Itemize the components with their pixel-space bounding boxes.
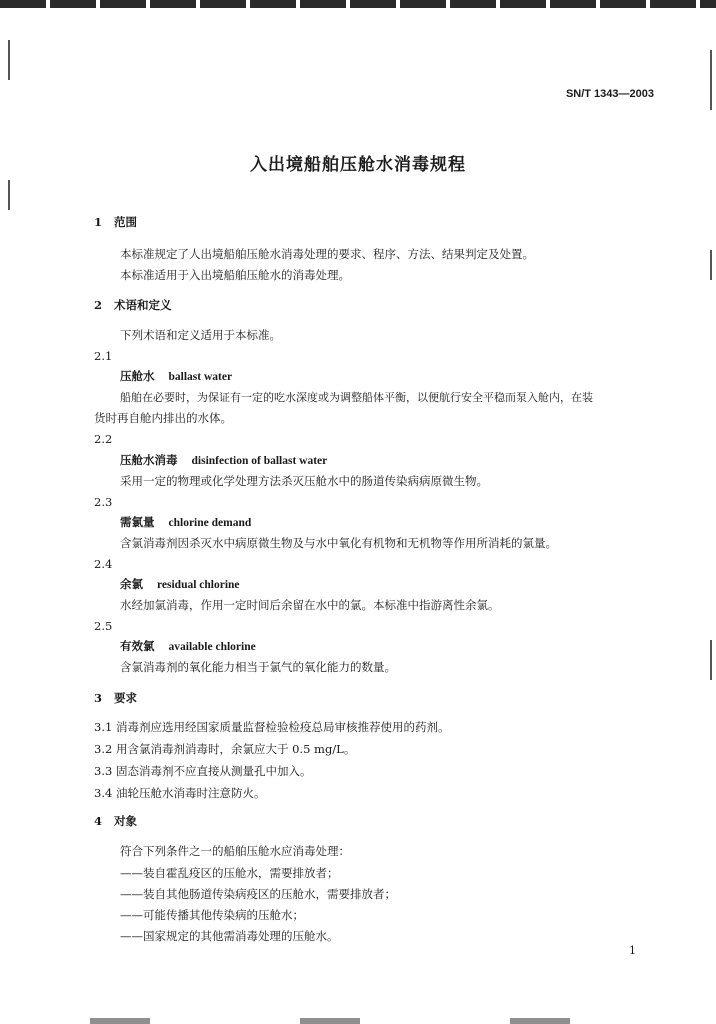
term-en: disinfection of ballast water: [191, 455, 328, 467]
scan-edge-right: [710, 250, 712, 280]
term-zh: 压舱水消毒: [120, 453, 178, 467]
scan-edge-left: [8, 40, 10, 80]
paragraph: 下列术语和定义适用于本标准。: [120, 328, 281, 342]
list-item: ——可能传播其他传染病的压舱水；: [120, 908, 304, 922]
scan-edge-right: [710, 640, 712, 680]
requirement-item: 3.1 消毒剂应选用经国家质量监督检验检疫总局审核推荐使用的药剂。: [94, 720, 450, 734]
definition: 含氯消毒剂因杀灭水中病原微生物及与水中氧化有机物和无机物等作用所消耗的氯量。: [120, 536, 557, 550]
list-item: ——国家规定的其他需消毒处理的压舱水。: [120, 929, 339, 943]
scan-edge-left: [8, 180, 10, 210]
term-zh: 有效氯: [120, 639, 155, 653]
paragraph: 符合下列条件之一的船舶压舱水应消毒处理：: [120, 844, 350, 858]
section-heading: [94, 214, 137, 230]
scan-border-bottom: [0, 1018, 716, 1024]
requirement-item: 3.4 油轮压舱水消毒时注意防火。: [94, 786, 266, 800]
page-number: 1: [629, 944, 636, 957]
clause-number: 2.3: [94, 495, 113, 509]
definition: 水经加氯消毒，作用一定时间后余留在水中的氯。本标准中指游离性余氯。: [120, 598, 500, 612]
list-item: ——装自其他肠道传染病疫区的压舱水，需要排放者；: [120, 887, 396, 901]
requirement-item: 3.2 用含氯消毒剂消毒时，余氯应大于 0.5 mg/L。: [94, 742, 356, 756]
section-title: 要求: [114, 691, 138, 705]
definition: 货时再自舱内排出的水体。: [94, 411, 232, 425]
section-number: 3: [94, 691, 103, 705]
document-code: SN/T 1343—2003: [565, 88, 654, 100]
paragraph: 本标准适用于入出境船舶压舱水的消毒处理。: [120, 268, 350, 282]
section-title: 术语和定义: [114, 298, 172, 312]
term-entry: [120, 368, 232, 385]
term-zh: 压舱水: [120, 369, 155, 383]
term-entry: [120, 638, 256, 655]
term-entry: [120, 514, 251, 531]
scan-border-top: [0, 0, 716, 8]
section-heading: [94, 297, 172, 313]
term-en: chlorine demand: [168, 517, 252, 529]
requirement-item: 3.3 固态消毒剂不应直接从测量孔中加入。: [94, 764, 312, 778]
term-en: ballast water: [168, 371, 233, 383]
definition: 采用一定的物理或化学处理方法杀灭压舱水中的肠道传染病病原微生物。: [120, 474, 488, 488]
section-title: 范围: [114, 215, 138, 229]
clause-number: 2.1: [94, 349, 113, 363]
section-heading: [94, 690, 137, 706]
section-title: 对象: [114, 814, 138, 828]
term-en: residual chlorine: [157, 579, 240, 591]
term-zh: 余氯: [120, 577, 143, 591]
section-number: 4: [94, 814, 103, 828]
section-number: 2: [94, 298, 103, 312]
section-number: 1: [94, 215, 103, 229]
definition: 船舶在必要时，为保证有一定的吃水深度或为调整船体平衡，以便航行安全平稳而泵入舱内，在装: [120, 391, 593, 404]
scan-edge-right: [710, 50, 712, 110]
page-title: 入出境船舶压舱水消毒规程: [250, 155, 466, 175]
term-entry: [120, 452, 327, 469]
term-entry: [120, 576, 240, 593]
definition: 含氯消毒剂的氧化能力相当于氯气的氧化能力的数量。: [120, 660, 396, 674]
clause-number: 2.2: [94, 432, 113, 446]
term-en: available chlorine: [168, 641, 256, 653]
list-item: ——装自霍乱疫区的压舱水，需要排放者；: [120, 866, 339, 880]
clause-number: 2.4: [94, 557, 113, 571]
clause-number: 2.5: [94, 619, 113, 633]
term-zh: 需氯量: [120, 515, 155, 529]
section-heading: [94, 813, 137, 829]
paragraph: 本标准规定了人出境船舶压舱水消毒处理的要求、程序、方法、结果判定及处置。: [120, 247, 534, 261]
